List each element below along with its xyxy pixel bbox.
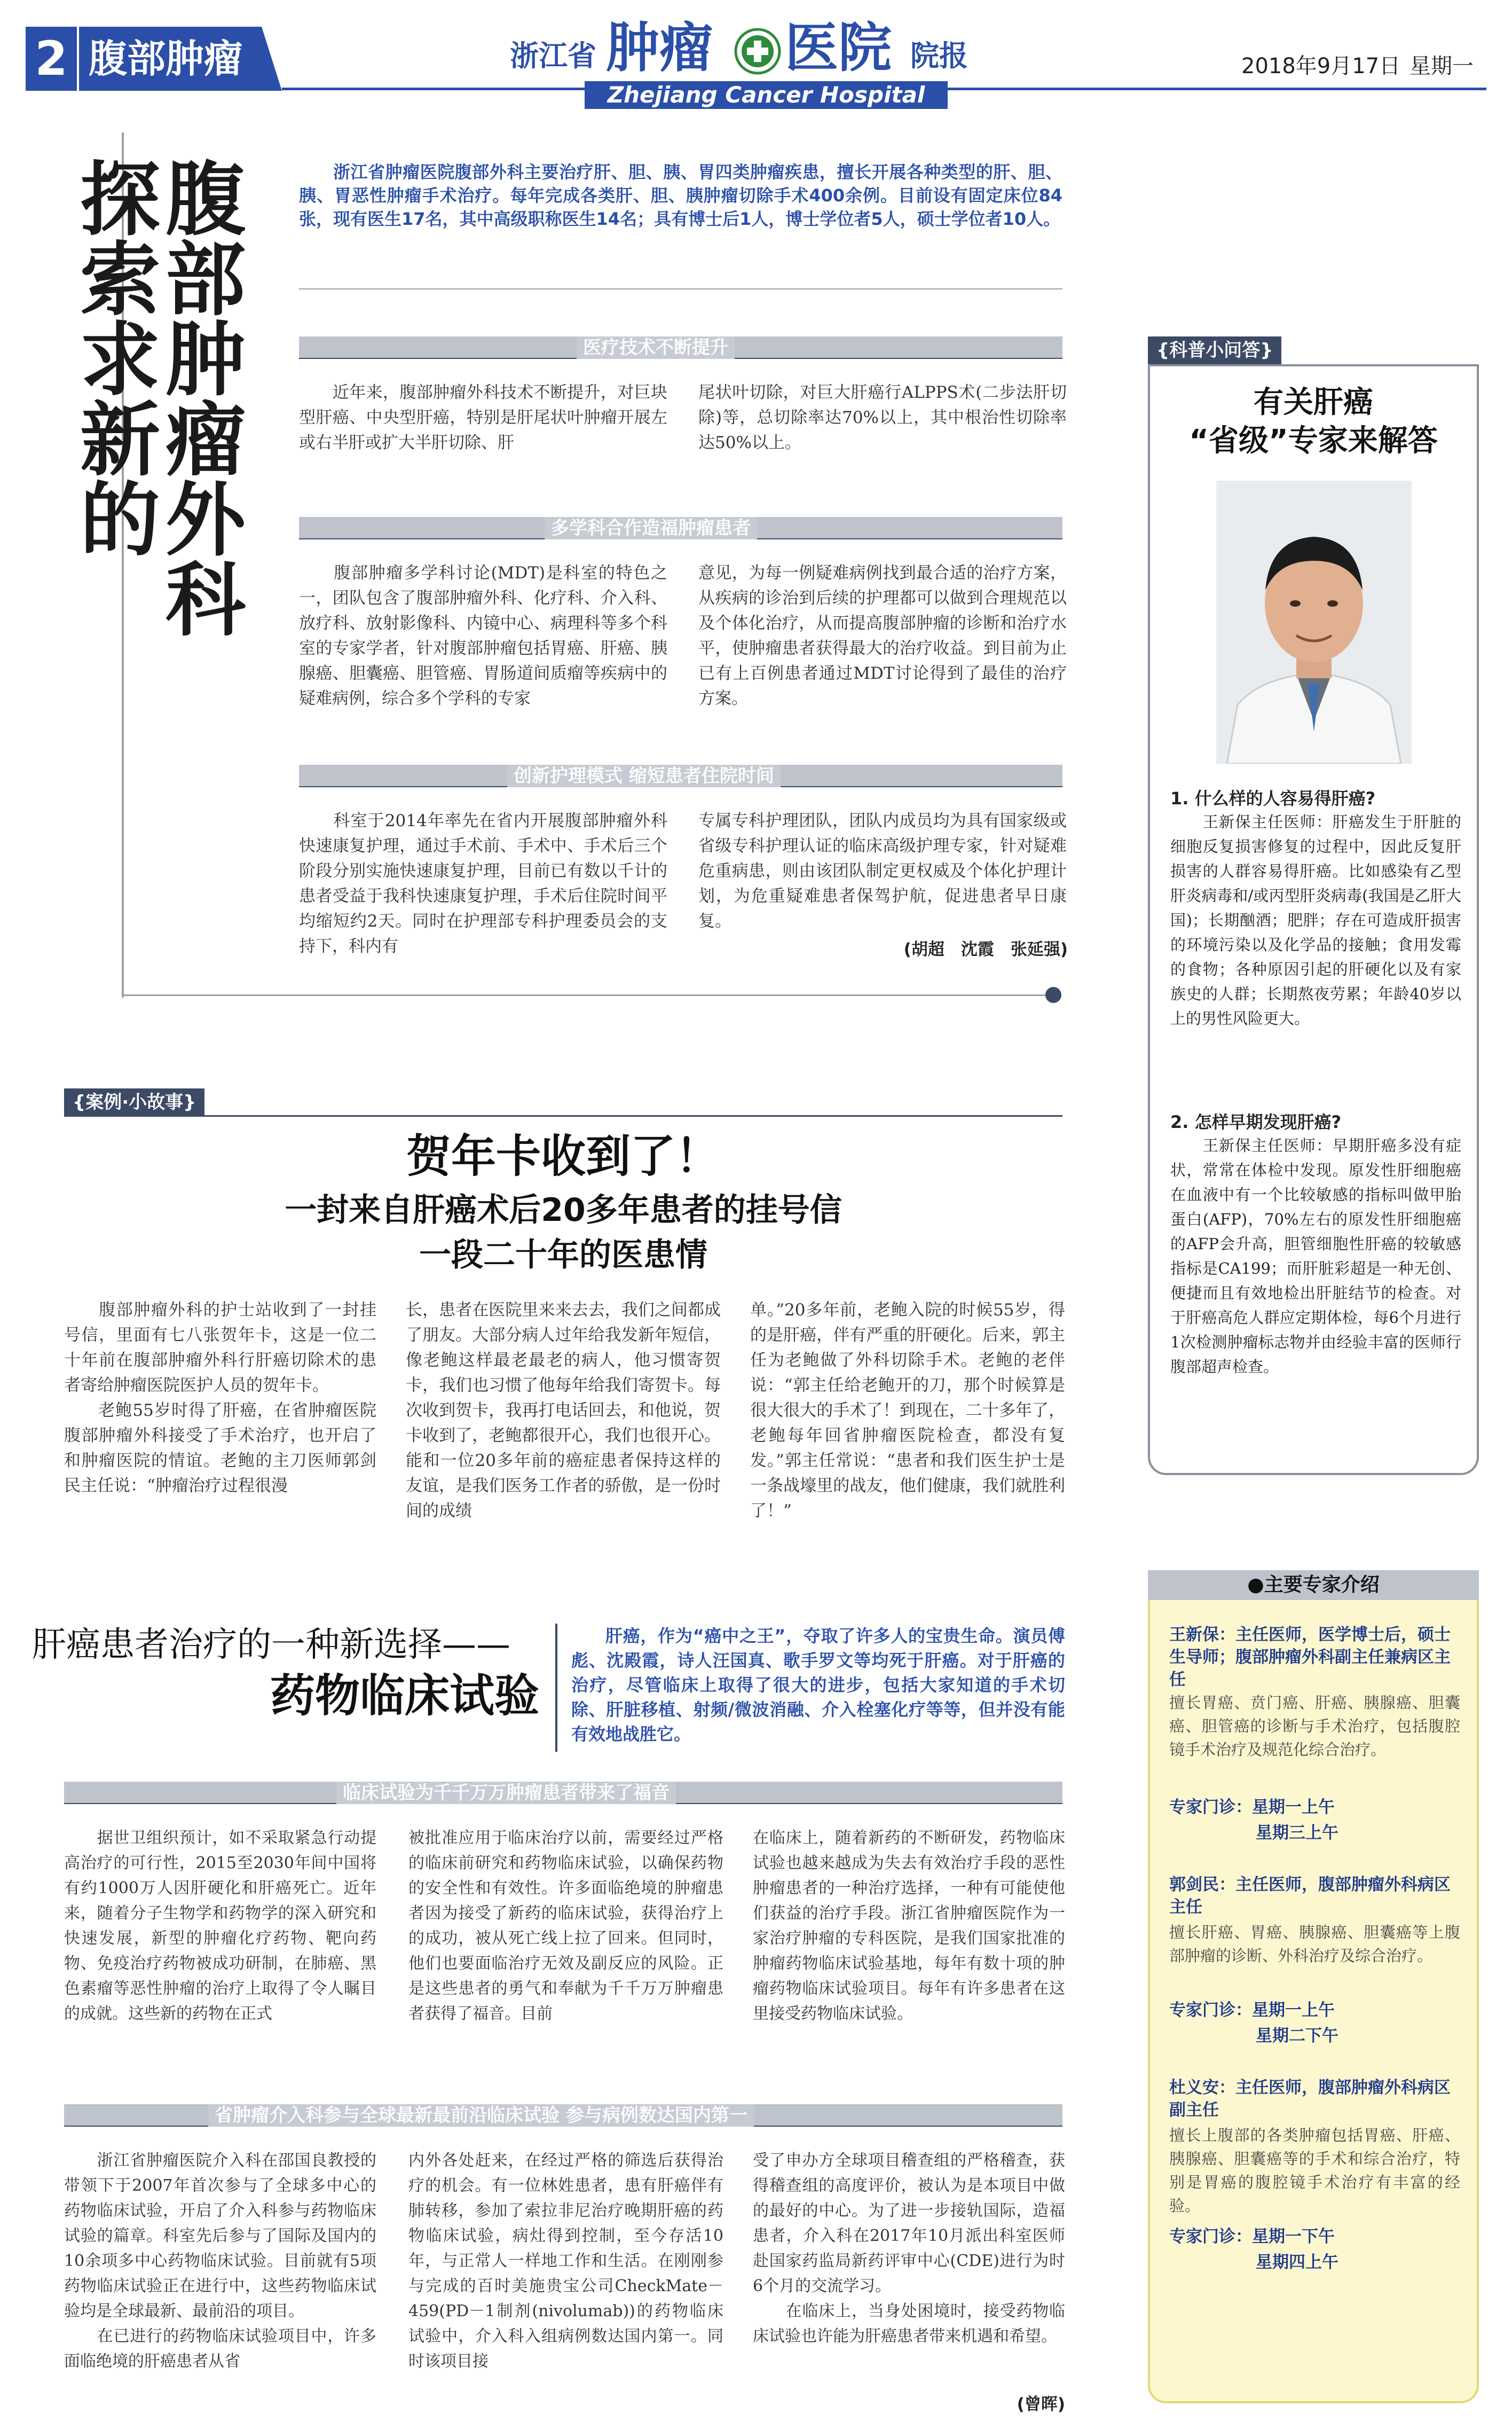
trial-title-1: 肝癌患者治疗的一种新选择—— — [32, 1625, 510, 1665]
qa-question-1: 1. 什么样的人容易得肝癌? — [1170, 788, 1376, 809]
expert-1-clinic-1: 专家门诊：星期一上午 — [1169, 1798, 1335, 1817]
mdt-col2: 意见，为每一例疑难病例找到最合适的治疗方案，从疾病的诊治到后续的护理都可以做到合理规范以及个体化治疗，从而提高腹部肿瘤的诊断和治疗水平，使肿瘤患者获得最大的治疗收益。到目前为止已有上百例患者通过MDT讨论得到了最佳的治疗方案。 — [698, 563, 1067, 708]
section-heading-mdt: 多学科合作造福肿瘤患者 — [545, 517, 757, 539]
expert-1-expertise: 擅长胃癌、贲门癌、肝癌、胰腺癌、胆囊癌、胆管癌的诊断与手术治疗，包括腹腔镜手术治疗及规范化综合治疗。 — [1169, 1694, 1460, 1759]
tech-col2: 尾状叶切除，对巨大肝癌行ALPPS术(二步法肝切除)等，总切除率达70%以上，其中根治性切除率达50%以上。 — [698, 383, 1067, 452]
section-bar-trial — [64, 1782, 1062, 1804]
qa-answer-2: 王新保主任医师：早期肝癌多没有症状，常常在体检中发现。原发性肝细胞癌在血液中有一个比较敏感的指标叫做甲胎蛋白(AFP)，70%左右的原发性肝细胞癌的AFP会升高，胆管细胞性肝癌的较敏感指标是CA199；而肝脏彩超是一种无创、便捷而且有效地检出肝脏结节的检查。对于肝癌高危人群应定期体检，每6个月进行1次检测肿瘤标志物并由经验丰富的医师行腹部超声检查。 — [1170, 1136, 1461, 1376]
paper-suffix: 院报 — [910, 39, 968, 73]
section-bar-mdt — [299, 517, 1062, 539]
story-tag: {案例·小故事} — [64, 1088, 204, 1116]
expert-1-clinic-2: 星期三上午 — [1256, 1823, 1338, 1843]
section-heading-nursing: 创新护理模式 缩短患者住院时间 — [507, 765, 781, 787]
section-heading-interventional: 省肿瘤介入科参与全球最新最前沿临床试验 参与病例数达国内第一 — [208, 2104, 754, 2127]
feature-intro: 浙江省肿瘤医院腹部外科主要治疗肝、胆、胰、胃四类肿瘤疾患，擅长开展各种类型的肝、胆、胰、胃恶性肿瘤手术治疗。每年完成各类肝、胆、胰肿瘤切除手术400余例。目前设有固定床位84张，现有医生17名，其中高级职称医生14名；具有博士后1人，博士学位者5人，硕士学位者10人。 — [299, 162, 1062, 229]
section-heading-trial: 临床试验为千千万万肿瘤患者带来了福音 — [336, 1782, 676, 1804]
expert-1-name: 王新保：主任医师，医学博士后，硕士生导师；腹部肿瘤外科副主任兼病区主任 — [1169, 1625, 1451, 1689]
trial-lead: 肝癌，作为“癌中之王”，夺取了许多人的宝贵生命。演员傅彪、沈殿霞，诗人汪国真、歌手罗文等均死于肝癌。对于肝癌的治疗，尽管临床上取得了很大的进步，包括大家知道的手术切除、肝脏移植、射频/微波消融、介入栓塞化疗等等，但并没有能有效地战胜它。 — [571, 1626, 1065, 1744]
paper-name-2: 医院 — [785, 17, 892, 79]
trial-title-divider — [555, 1624, 557, 1752]
experts-title: ●主要专家介绍 — [1247, 1574, 1380, 1596]
section-heading-tech: 医疗技术不断提升 — [577, 336, 735, 359]
story-col2: 长，患者在医院里来来去去，我们之间都成了朋友。大部分病人过年给我发新年短信，像老鲍这样最老最老的病人，他习惯寄贺卡，我们也习惯了他每年给我们寄贺卡。每次收到贺卡，我再打电话回去，和他说，贺卡收到了，老鲍都很开心，我们也很开心。能和一位20多年前的癌症患者保持这样的友谊，是我们医务工作者的骄傲，是一份时间的成绩 — [406, 1300, 721, 1520]
issue-weekday: 星期一 — [1409, 54, 1474, 79]
section-bar-interventional — [64, 2104, 1062, 2127]
nursing-col2: 专属专科护理团队，团队内成员均为具有国家级或省级专科护理认证的临床高级护理专家，针对疑难危重病患，则由该团队制定更权威及个体化护理计划，为危重疑难患者保驾护航，促进患者早日康复。 — [698, 811, 1067, 931]
section-bar-tech — [299, 336, 1062, 359]
intro-rule — [299, 288, 1062, 289]
mdt-col1: 腹部肿瘤多学科讨论(MDT)是科室的特色之一，团队包含了腹部肿瘤外科、化疗科、介入科、放疗科、放射影像科、内镜中心、病理科等多个科室的专家学者，针对腹部肿瘤包括胃癌、肝癌、胰腺癌、胆囊癌、胆管癌、胃肠道间质瘤等疾病中的疑难病例，综合多个学科的专家 — [299, 563, 667, 708]
trial-s1-col3: 在临床上，随着新药的不断研发，药物临床试验也越来越成为失去有效治疗手段的恶性肿瘤患者的一种治疗选择，一种有可能使他们获益的治疗手段。浙江省肿瘤医院作为一家治疗肿瘤的专科医院，是我们国家批准的肿瘤药物临床试验基地，每年有数十项的肿瘤药物临床试验项目。每年有许多患者在这里接受药物临床试验。 — [753, 1829, 1065, 2023]
qa-question-2: 2. 怎样早期发现肝癌? — [1170, 1112, 1342, 1132]
story-title: 贺年卡收到了！ — [406, 1130, 720, 1182]
feature-headline-col1: 探索求新的 — [80, 154, 161, 567]
expert-2-clinic-1: 专家门诊：星期一上午 — [1169, 2001, 1335, 2020]
story-tag-rule — [64, 1115, 1062, 1117]
qa-answer-1: 王新保主任医师：肝癌发生于肝脏的细胞反复损害修复的过程中，因此反复肝损害的人群容易得肝癌。比如感染有乙型肝炎病毒和/或丙型肝炎病毒(我国是乙肝大国)；长期酗酒；肥胖；存在可造成肝损害的环境污染以及化学品的接触；食用发霉的食物；各种原因引起的肝硬化以及有家族史的人群；长期熬夜劳累；年龄40岁以上的男性风险更大。 — [1170, 813, 1461, 1028]
nursing-col1: 科室于2014年率先在省内开展腹部肿瘤外科快速康复护理，通过手术前、手术中、手术后三个阶段分别实施快速康复护理，目前已有数以千计的患者受益于我科快速康复护理，手术后住院时间平均缩短约2天。同时在护理部专科护理委员会的支持下，科内有 — [299, 811, 667, 956]
expert-3-clinic-1: 专家门诊：星期一下午 — [1169, 2227, 1335, 2246]
masthead — [0, 0, 1512, 107]
expert-3-clinic-2: 星期四上午 — [1256, 2253, 1338, 2272]
hospital-logo-icon — [734, 28, 781, 75]
expert-2-clinic-2: 星期二下午 — [1256, 2026, 1338, 2045]
feature-end-dot — [1045, 987, 1061, 1003]
qa-tag: {科普小问答} — [1148, 336, 1281, 364]
trial-byline: (曾晖) — [1017, 2395, 1065, 2414]
trial-s1-col2: 被批准应用于临床治疗以前，需要经过严格的临床前研究和药物临床试验，以确保药物的安全性和有效性。许多面临绝境的肿瘤患者因为接受了新药的临床试验，获得治疗上的成功，被从死亡线上拉了回来。但同时，他们也要面临治疗无效及副反应的风险。正是这些患者的勇气和奉献为千千万万肿瘤患者获得了福音。目前 — [408, 1829, 723, 2023]
english-name: Zhejiang Cancer Hospital — [607, 82, 925, 108]
qa-title-2: “省级”专家来解答 — [1189, 424, 1438, 458]
expert-3-name: 杜义安：主任医师，腹部肿瘤外科病区副主任 — [1169, 2078, 1451, 2120]
trial-s2-col2: 内外各处赶来，在经过严格的筛选后获得治疗的机会。有一位林姓患者，患有肝癌伴有肺转移，参加了索拉非尼治疗晚期肝癌的药物临床试验，病灶得到控制，至今存活10年，与正常人一样地工作和生活。在刚刚参与完成的百时美施贵宝公司CheckMate－459(PD－1制剂(nivolumab))的药物临床试验中，介入科入组病例数达国内第一。同时该项目接 — [408, 2151, 723, 2371]
issue-date: 2018年9月17日 — [1241, 54, 1401, 79]
feature-byline: (胡超 沈霞 张延强) — [903, 940, 1068, 959]
expert-2-expertise: 擅长肝癌、胃癌、胰腺癌、胆囊癌等上腹部肿瘤的诊断、外科治疗及综合治疗。 — [1169, 1923, 1460, 1965]
expert-3-expertise: 擅长上腹部的各类肿瘤包括胃癌、肝癌、胰腺癌、胆囊癌等的手术和综合治疗，特别是胃癌的腹腔镜手术治疗有丰富的经验。 — [1169, 2126, 1460, 2215]
trial-s2-col1: 浙江省肿瘤医院介入科在邵国良教授的带领下于2007年首次参与了全球多中心的药物临床试验，开启了介入科参与药物临床试验的篇章。科室先后参与了国际及国内的10余项多中心药物临床试验。目前就有5项药物临床试验正在进行中，这些药物临床试验均是全球最新、最前沿的项目。 在已进行的药物临床试验项目中，许多面临绝境的肝癌患者从省 — [64, 2151, 376, 2371]
story-col1: 腹部肿瘤外科的护士站收到了一封挂号信，里面有七八张贺年卡，这是一位二十年前在腹部肿瘤外科行肝癌切除术的患者寄给肿瘤医院医护人员的贺年卡。 老鲍55岁时得了肝癌，在省肿瘤医院腹部肿瘤外科接受了手术治疗，也开启了和肿瘤医院的情谊。老鲍的主刀医师郭剑民主任说：“肿瘤治疗过程很漫 — [64, 1300, 376, 1495]
expert-2-name: 郭剑民：主任医师，腹部肿瘤外科病区主任 — [1169, 1875, 1451, 1917]
page-number: 2 — [35, 31, 68, 86]
trial-title-2: 药物临床试验 — [270, 1669, 539, 1722]
expert-portrait — [1216, 481, 1412, 764]
section-bar-nursing — [299, 765, 1062, 787]
story-subtitle-1: 一封来自肝癌术后20多年患者的挂号信 — [285, 1192, 842, 1229]
section-title: 腹部肿瘤 — [89, 36, 243, 81]
paper-name-1: 肿瘤 — [606, 17, 713, 79]
paper-prefix: 浙江省 — [510, 39, 596, 73]
story-subtitle-2: 一段二十年的医患情 — [419, 1236, 707, 1274]
qa-title-1: 有关肝癌 — [1254, 385, 1373, 420]
tech-col1: 近年来，腹部肿瘤外科技术不断提升，对巨块型肝癌、中央型肝癌，特别是肝尾状叶肿瘤开展左或右半肝或扩大半肝切除、肝 — [299, 383, 667, 452]
trial-s2-col3: 受了申办方全球项目稽查组的严格稽查，获得稽查组的高度评价，被认为是本项目中做的最好的中心。为了进一步接轨国际，造福患者，介入科在2017年10月派出科室医师赴国家药监局新药评审中心(CDE)进行为时6个月的交流学习。 在临床上，当身处困境时，接受药物临床试验也许能为肝癌患者带来机遇和希望。 — [753, 2151, 1065, 2346]
story-col3: 单。”20多年前，老鲍入院的时候55岁，得的是肝癌，伴有严重的肝硬化。后来，郭主任为老鲍做了外科切除手术。老鲍的老伴说：“郭主任给老鲍开的刀，那个时候算是很大很大的手术了！到现在，二十多年了，老鲍每年回省肿瘤医院检查，都没有复发。”郭主任常说：“患者和我们医生护士是一条战壕里的战友，他们健康，我们就胜利了！” — [750, 1300, 1065, 1520]
trial-s1-col1: 据世卫组织预计，如不采取紧急行动提高治疗的可行性，2015至2030年间中国将有约1000万人因肝硬化和肝癌死亡。近年来，随着分子生物学和药物学的深入研究和快速发展，新型的肿瘤化疗药物、靶向药物、免疫治疗药物被成功研制，在肺癌、黑色素瘤等恶性肿瘤的治疗上取得了令人瞩目的成就。这些新的药物在正式 — [64, 1829, 376, 2023]
feature-headline-col2: 腹部肿瘤外科 — [166, 154, 246, 647]
feature-bottom-rule — [122, 994, 1056, 996]
